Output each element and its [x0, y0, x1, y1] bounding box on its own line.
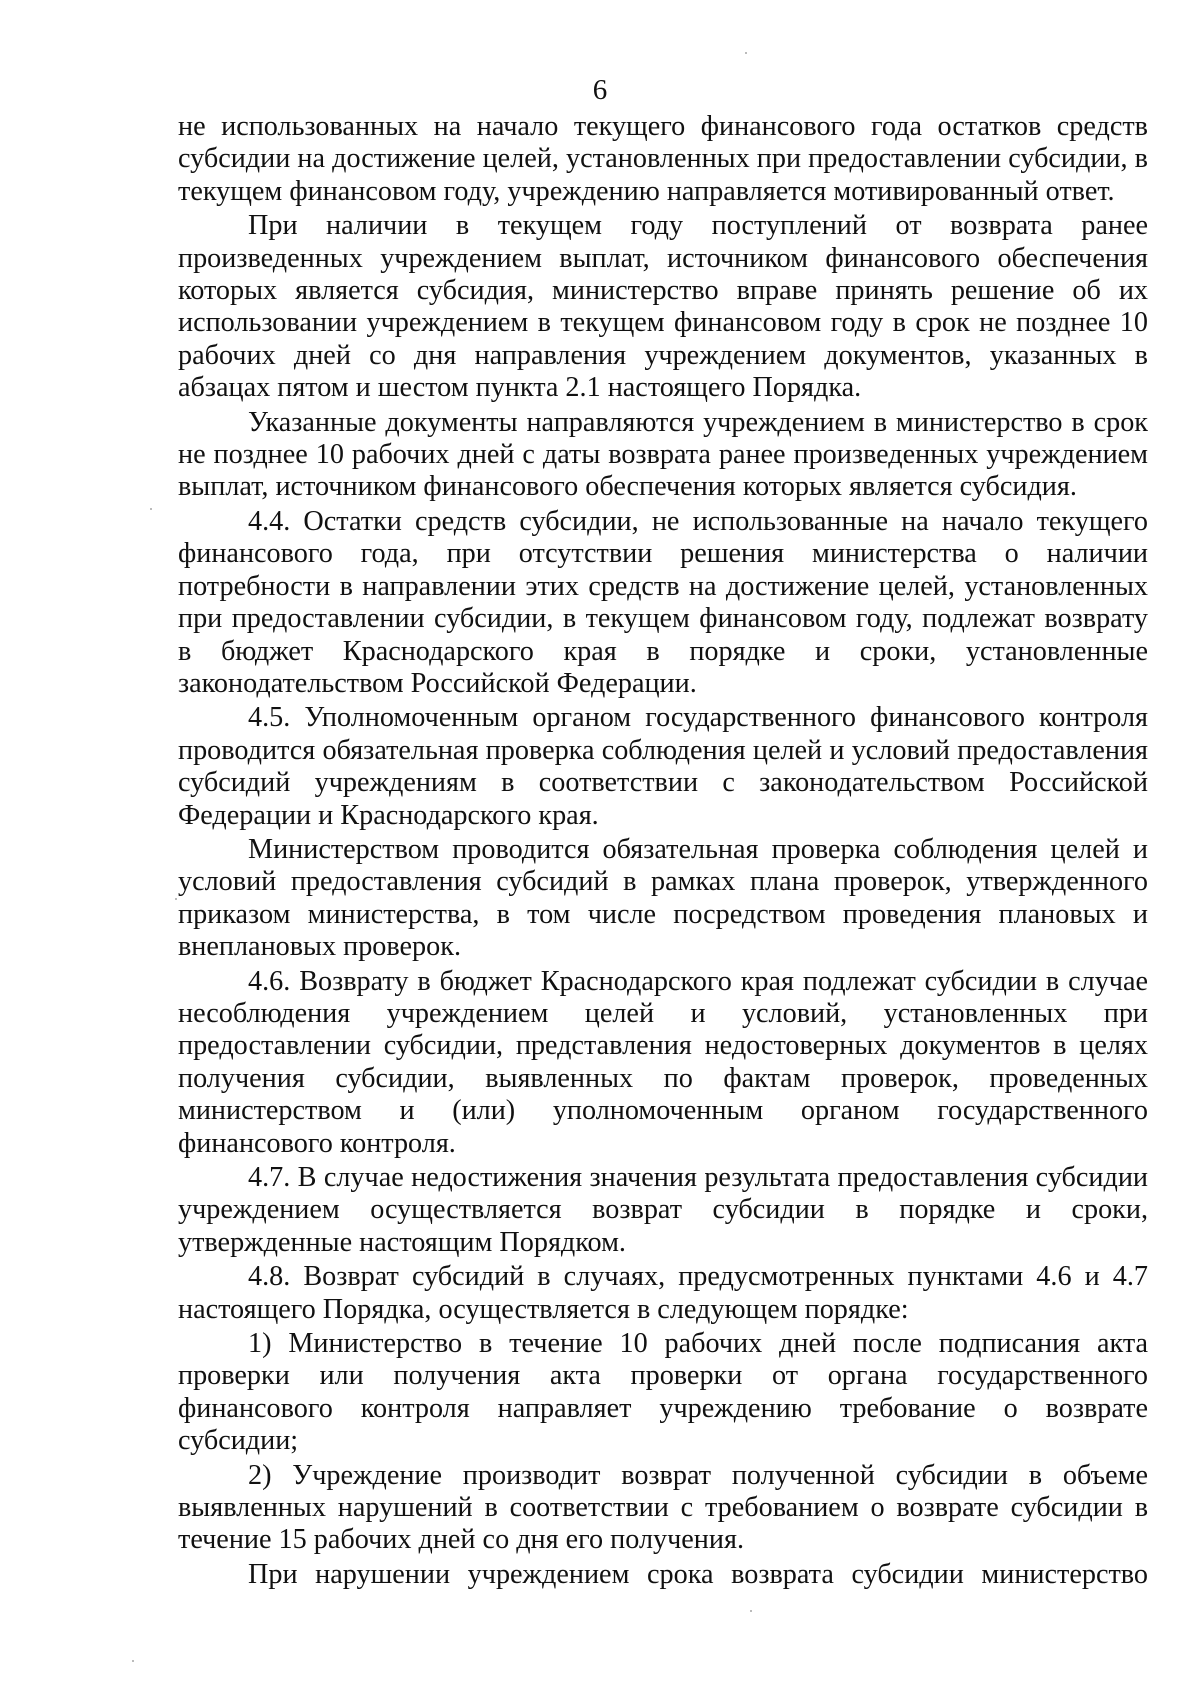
paragraph-refund-receipts: При наличии в текущем году поступлений от возврата ранее произведенных учреждением выплат, источником финансового обеспечения которых является субсидия, министерство вправе принять решение об их использовании учреждением в текущем финансовом году в срок не позднее 10 рабочих дней со дня направления учреждением документов, указанных в абзацах пятом и шестом пункта 2.1 настоящего Порядка.: [178, 210, 1148, 404]
paragraph-ministry-inspection: Министерством проводится обязательная проверка соблюдения целей и условий предоставления субсидий в рамках плана проверок, утвержденного приказом министерства, в том числе посредством проведения плановых и внеплановых проверок.: [178, 833, 1148, 963]
paragraph-4-6: 4.6. Возврату в бюджет Краснодарского края подлежат субсидии в случае несоблюдения учреждением целей и условий, установленных при предоставлении субсидии, представления недостоверных документов в целях получения субсидии, выявленных по фактам проверок, проведенных министерством и (или) уполномоченным органом государственного финансового контроля.: [178, 965, 1148, 1159]
document-body: [178, 111, 1148, 1593]
paragraph-4-4: 4.4. Остатки средств субсидии, не использованные на начало текущего финансового года, при отсутствии решения министерства о наличии потребности в направлении этих средств на достижение целей, установленных при предоставлении субсидии, в текущем финансовом году, подлежат возврату в бюджет Краснодарского края в порядке и сроки, установленные законодательством Российской Федерации.: [178, 505, 1148, 699]
scan-dot: [132, 1660, 134, 1662]
paragraph-item-2: 2) Учреждение производит возврат полученной субсидии в объеме выявленных нарушений в соответствии с требованием о возврате субсидии в течение 15 рабочих дней со дня его получения.: [178, 1459, 1148, 1556]
paragraph-item-1: 1) Министерство в течение 10 рабочих дней после подписания акта проверки или получения акта проверки от органа государственного финансового контроля направляет учреждению требование о возврате субсидии;: [178, 1328, 1148, 1457]
scan-dot: [150, 508, 152, 510]
paragraph-continuation: не использованных на начало текущего финансового года остатков средств субсидии на достижение целей, установленных при предоставлении субсидии, в текущем финансовом году, учреждению направляется мотивированный ответ.: [178, 111, 1148, 207]
paragraph-4-5: 4.5. Уполномоченным органом государственного финансового контроля проводится обязательная проверка соблюдения целей и условий предоставления субсидий учреждениям в соответствии с законодательством Российской Федерации и Краснодарского края.: [178, 702, 1148, 831]
paragraph-violation-deadline: При нарушении учреждением срока возврата субсидии министерство: [248, 1558, 1148, 1590]
paragraph-4-8: 4.8. Возврат субсидий в случаях, предусмотренных пунктами 4.6 и 4.7 настоящего Порядка, осуществляется в следующем порядке:: [178, 1261, 1148, 1325]
paragraph-4-7: 4.7. В случае недостижения значения результата предоставления субсидии учреждением осуществляется возврат субсидии в порядке и сроки, утвержденные настоящим Порядком.: [178, 1162, 1148, 1258]
scan-dot: [175, 898, 177, 900]
scan-dot: [750, 1610, 752, 1612]
scan-dot: [745, 52, 747, 54]
paragraph-documents-deadline: Указанные документы направляются учреждением в министерство в срок не позднее 10 рабочих дней с даты возврата ранее произведенных учреждением выплат, источником финансового обеспечения которых является субсидия.: [178, 406, 1148, 503]
page-number: 6: [592, 74, 608, 106]
